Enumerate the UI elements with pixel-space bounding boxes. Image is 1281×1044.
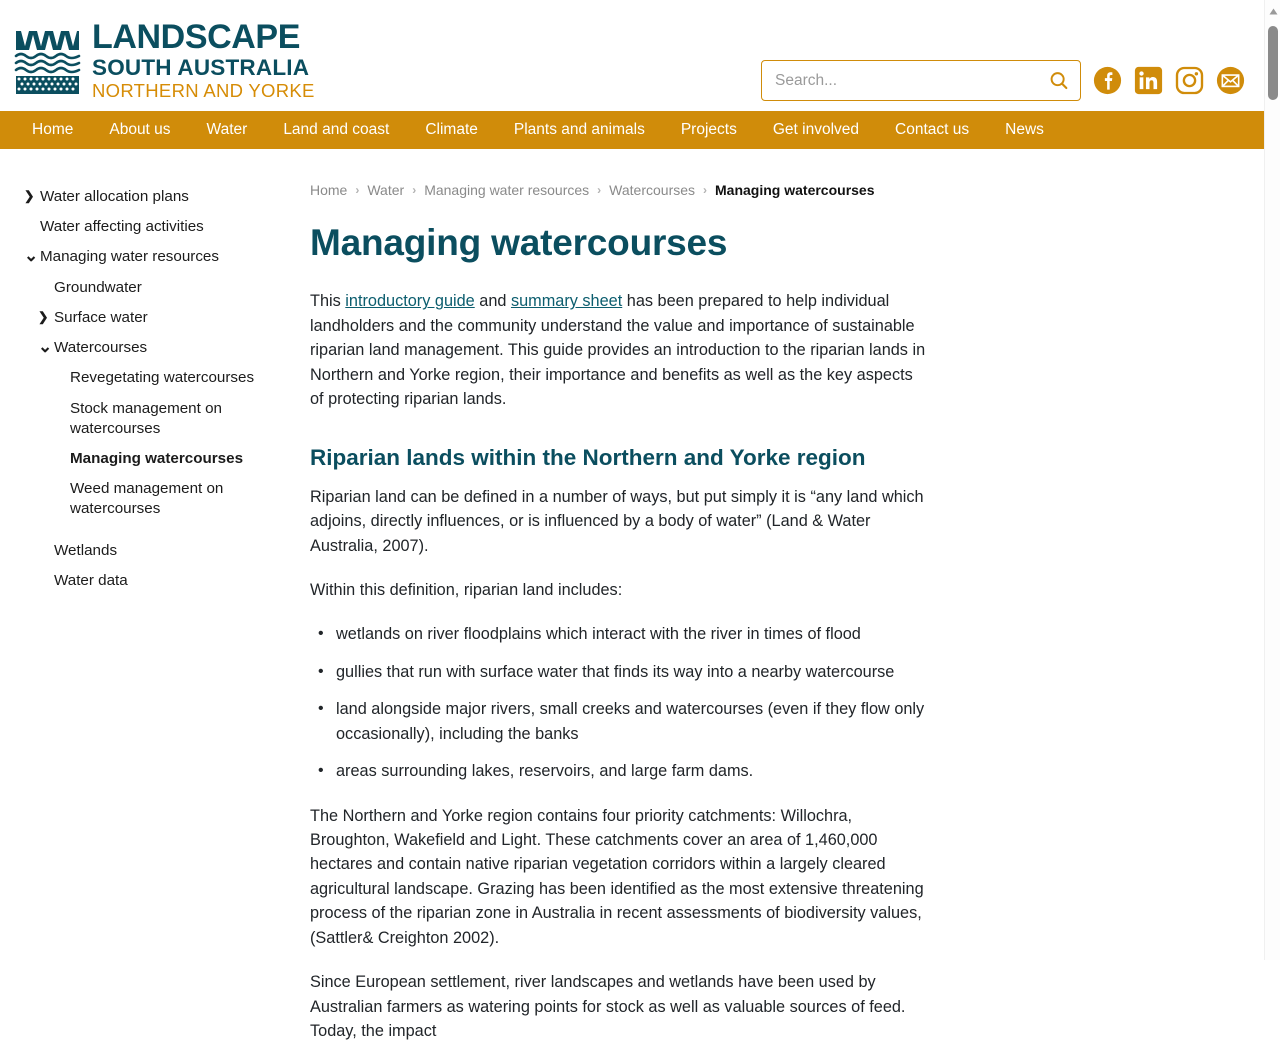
sidebar-item-label: Watercourses <box>54 339 148 357</box>
list-item: • areas surrounding lakes, reservoirs, and large farm dams. <box>336 759 930 783</box>
intro-text-part1: This <box>310 292 346 311</box>
paragraph-definition: Riparian land can be defined in a number of ways, but put simply it is “any land which adjoins, directly influences, or is influenced by a body of water” (Land & Water Australia, 2007). <box>310 487 924 555</box>
nav-item-home[interactable]: Home <box>32 121 74 138</box>
logo-wordmark <box>92 20 315 102</box>
breadcrumb-item-managing-watercourses: Managing watercourses <box>715 182 875 198</box>
chevron-down-icon[interactable]: ⌄ <box>24 246 39 266</box>
sidebar-item-water-affecting-activities[interactable] <box>24 212 290 242</box>
linkedin-icon <box>1134 66 1163 95</box>
email-newsletter-icon <box>1216 66 1245 95</box>
list-item: • wetlands on river floodplains which interact with the river in times of flood <box>336 622 930 646</box>
social-links <box>1093 66 1245 95</box>
linkedin-link[interactable] <box>1134 66 1163 95</box>
page-title: Managing watercourses <box>310 222 728 263</box>
scrollbar-up-arrow-icon[interactable] <box>1265 4 1281 18</box>
content-area <box>0 149 1264 1041</box>
sidebar-item-wetlands[interactable] <box>38 536 290 566</box>
logo-line-region: NORTHERN AND YORKE <box>92 80 315 102</box>
sidebar-navigation <box>0 149 300 960</box>
main-content <box>300 149 960 1041</box>
nav-item-get-involved[interactable]: Get involved <box>772 121 860 138</box>
nav-item-projects[interactable]: Projects <box>680 121 737 138</box>
nav-item-news[interactable]: News <box>1005 121 1044 138</box>
landscape-logo-mark-icon <box>16 28 79 94</box>
sidebar-item-label: Water data <box>54 571 128 589</box>
logo-line-landscape: LANDSCAPE <box>92 18 300 56</box>
nav-item-plants-and-animals[interactable]: Plants and animals <box>513 121 645 138</box>
nav-item-contact-us[interactable]: Contact us <box>895 121 970 138</box>
breadcrumb-separator-icon: › <box>355 183 360 197</box>
breadcrumb-separator-icon: › <box>703 183 708 197</box>
section-heading-riparian-lands: Riparian lands within the Northern and Yorke region <box>310 444 866 470</box>
breadcrumb-separator-icon: › <box>412 183 417 197</box>
paragraph-list-intro: Within this definition, riparian land includes: <box>310 580 623 599</box>
sidebar-item-label: Managing watercourses <box>70 449 244 467</box>
instagram-link[interactable] <box>1175 66 1204 95</box>
site-logo[interactable] <box>16 20 315 102</box>
sidebar-item-surface-water[interactable] <box>38 303 290 333</box>
nav-item-about-us[interactable]: About us <box>109 121 171 138</box>
facebook-icon <box>1093 66 1122 95</box>
list-item: • gullies that run with surface water that finds its way into a nearby watercourse <box>336 660 930 684</box>
breadcrumb-separator-icon: › <box>597 183 602 197</box>
nav-item-land-and-coast[interactable]: Land and coast <box>283 121 390 138</box>
chevron-down-icon[interactable]: ⌄ <box>38 337 53 357</box>
chevron-right-icon[interactable]: ❯ <box>38 309 49 324</box>
sidebar-item-watercourses[interactable] <box>38 333 290 363</box>
sidebar-spacer <box>18 525 290 536</box>
search-submit-button[interactable] <box>1038 61 1080 100</box>
breadcrumb-item-water[interactable]: Water <box>367 182 405 198</box>
sidebar-item-label: Revegetating watercourses <box>70 369 255 387</box>
search-box[interactable] <box>761 60 1081 101</box>
site-header <box>0 0 1264 110</box>
logo-line-south-australia: SOUTH AUSTRALIA <box>92 55 310 80</box>
paragraph-catchments: The Northern and Yorke region contains four priority catchments: Willochra, Broughton, Wakefield and Light. These catchments cover an area of 1,460,000 hectares and contain native riparian vegetation corridors within a largely cleared agricultural landscape. Grazing has been identified as the most extensive threatening process of the riparian zone in Australia in recent assessments of biodiversity values, (Sattler& Creighton 2002). <box>310 806 924 947</box>
newsletter-link[interactable] <box>1216 66 1245 95</box>
search-input[interactable] <box>762 61 1038 100</box>
sidebar-item-stock-management-on-watercourses[interactable] <box>54 394 290 444</box>
page-scrollbar[interactable] <box>1264 0 1280 960</box>
chevron-right-icon[interactable]: ❯ <box>24 189 35 203</box>
instagram-icon <box>1175 66 1204 95</box>
breadcrumb-item-watercourses[interactable]: Watercourses <box>609 182 696 198</box>
facebook-link[interactable] <box>1093 66 1122 95</box>
breadcrumb-item-managing-water-resources[interactable]: Managing water resources <box>424 182 590 198</box>
sidebar-item-revegetating-watercourses[interactable] <box>54 363 290 393</box>
sidebar-item-label: Wetlands <box>54 541 118 559</box>
list-item: • land alongside major rivers, small creeks and watercourses (even if they flow only occasionally), including the banks <box>336 697 930 746</box>
search-icon <box>1048 70 1070 92</box>
sidebar-item-label: Weed management on watercourses <box>70 480 224 518</box>
sidebar-item-managing-water-resources[interactable] <box>24 242 290 272</box>
main-navigation <box>0 111 1264 149</box>
sidebar-item-weed-management-on-watercourses[interactable] <box>54 474 290 524</box>
intro-text-part2: and <box>474 292 511 311</box>
sidebar-item-label: Managing water resources <box>40 248 219 266</box>
sidebar-item-water-allocation-plans[interactable] <box>24 182 290 212</box>
sidebar-item-managing-watercourses[interactable] <box>54 444 290 474</box>
sidebar-item-label: Water affecting activities <box>40 218 204 236</box>
sidebar-item-water-data[interactable] <box>38 566 290 596</box>
paragraph-settlement: Since European settlement, river landscapes and wetlands have been used by Australian farmers as watering points for stock as well as valuable sources of feed. Today, the impact <box>310 973 906 1041</box>
scrollbar-thumb[interactable] <box>1268 26 1278 100</box>
introductory-guide-link[interactable]: introductory guide <box>345 292 475 311</box>
sidebar-item-groundwater[interactable] <box>38 273 290 303</box>
sidebar-item-label: Groundwater <box>54 278 142 296</box>
nav-item-water[interactable]: Water <box>206 121 248 138</box>
sidebar-item-label: Surface water <box>54 308 148 326</box>
summary-sheet-link[interactable]: summary sheet <box>510 292 623 311</box>
riparian-land-list <box>310 622 930 783</box>
chevron-up-icon <box>1269 8 1278 15</box>
nav-item-climate[interactable]: Climate <box>425 121 478 138</box>
sidebar-item-label: Stock management on watercourses <box>70 399 222 437</box>
intro-text-part3: has been prepared to help individual landholders and the community understand the value and importance of sustainable riparian land management. This guide provides an introduction to the riparian lands in Northern and Yorke region, their importance and benefits as well as the key aspects of protecting riparian lands. <box>310 292 926 409</box>
intro-paragraph <box>310 289 930 411</box>
breadcrumb <box>310 182 930 198</box>
breadcrumb-item-home[interactable]: Home <box>310 182 348 198</box>
sidebar-item-label: Water allocation plans <box>40 188 189 205</box>
